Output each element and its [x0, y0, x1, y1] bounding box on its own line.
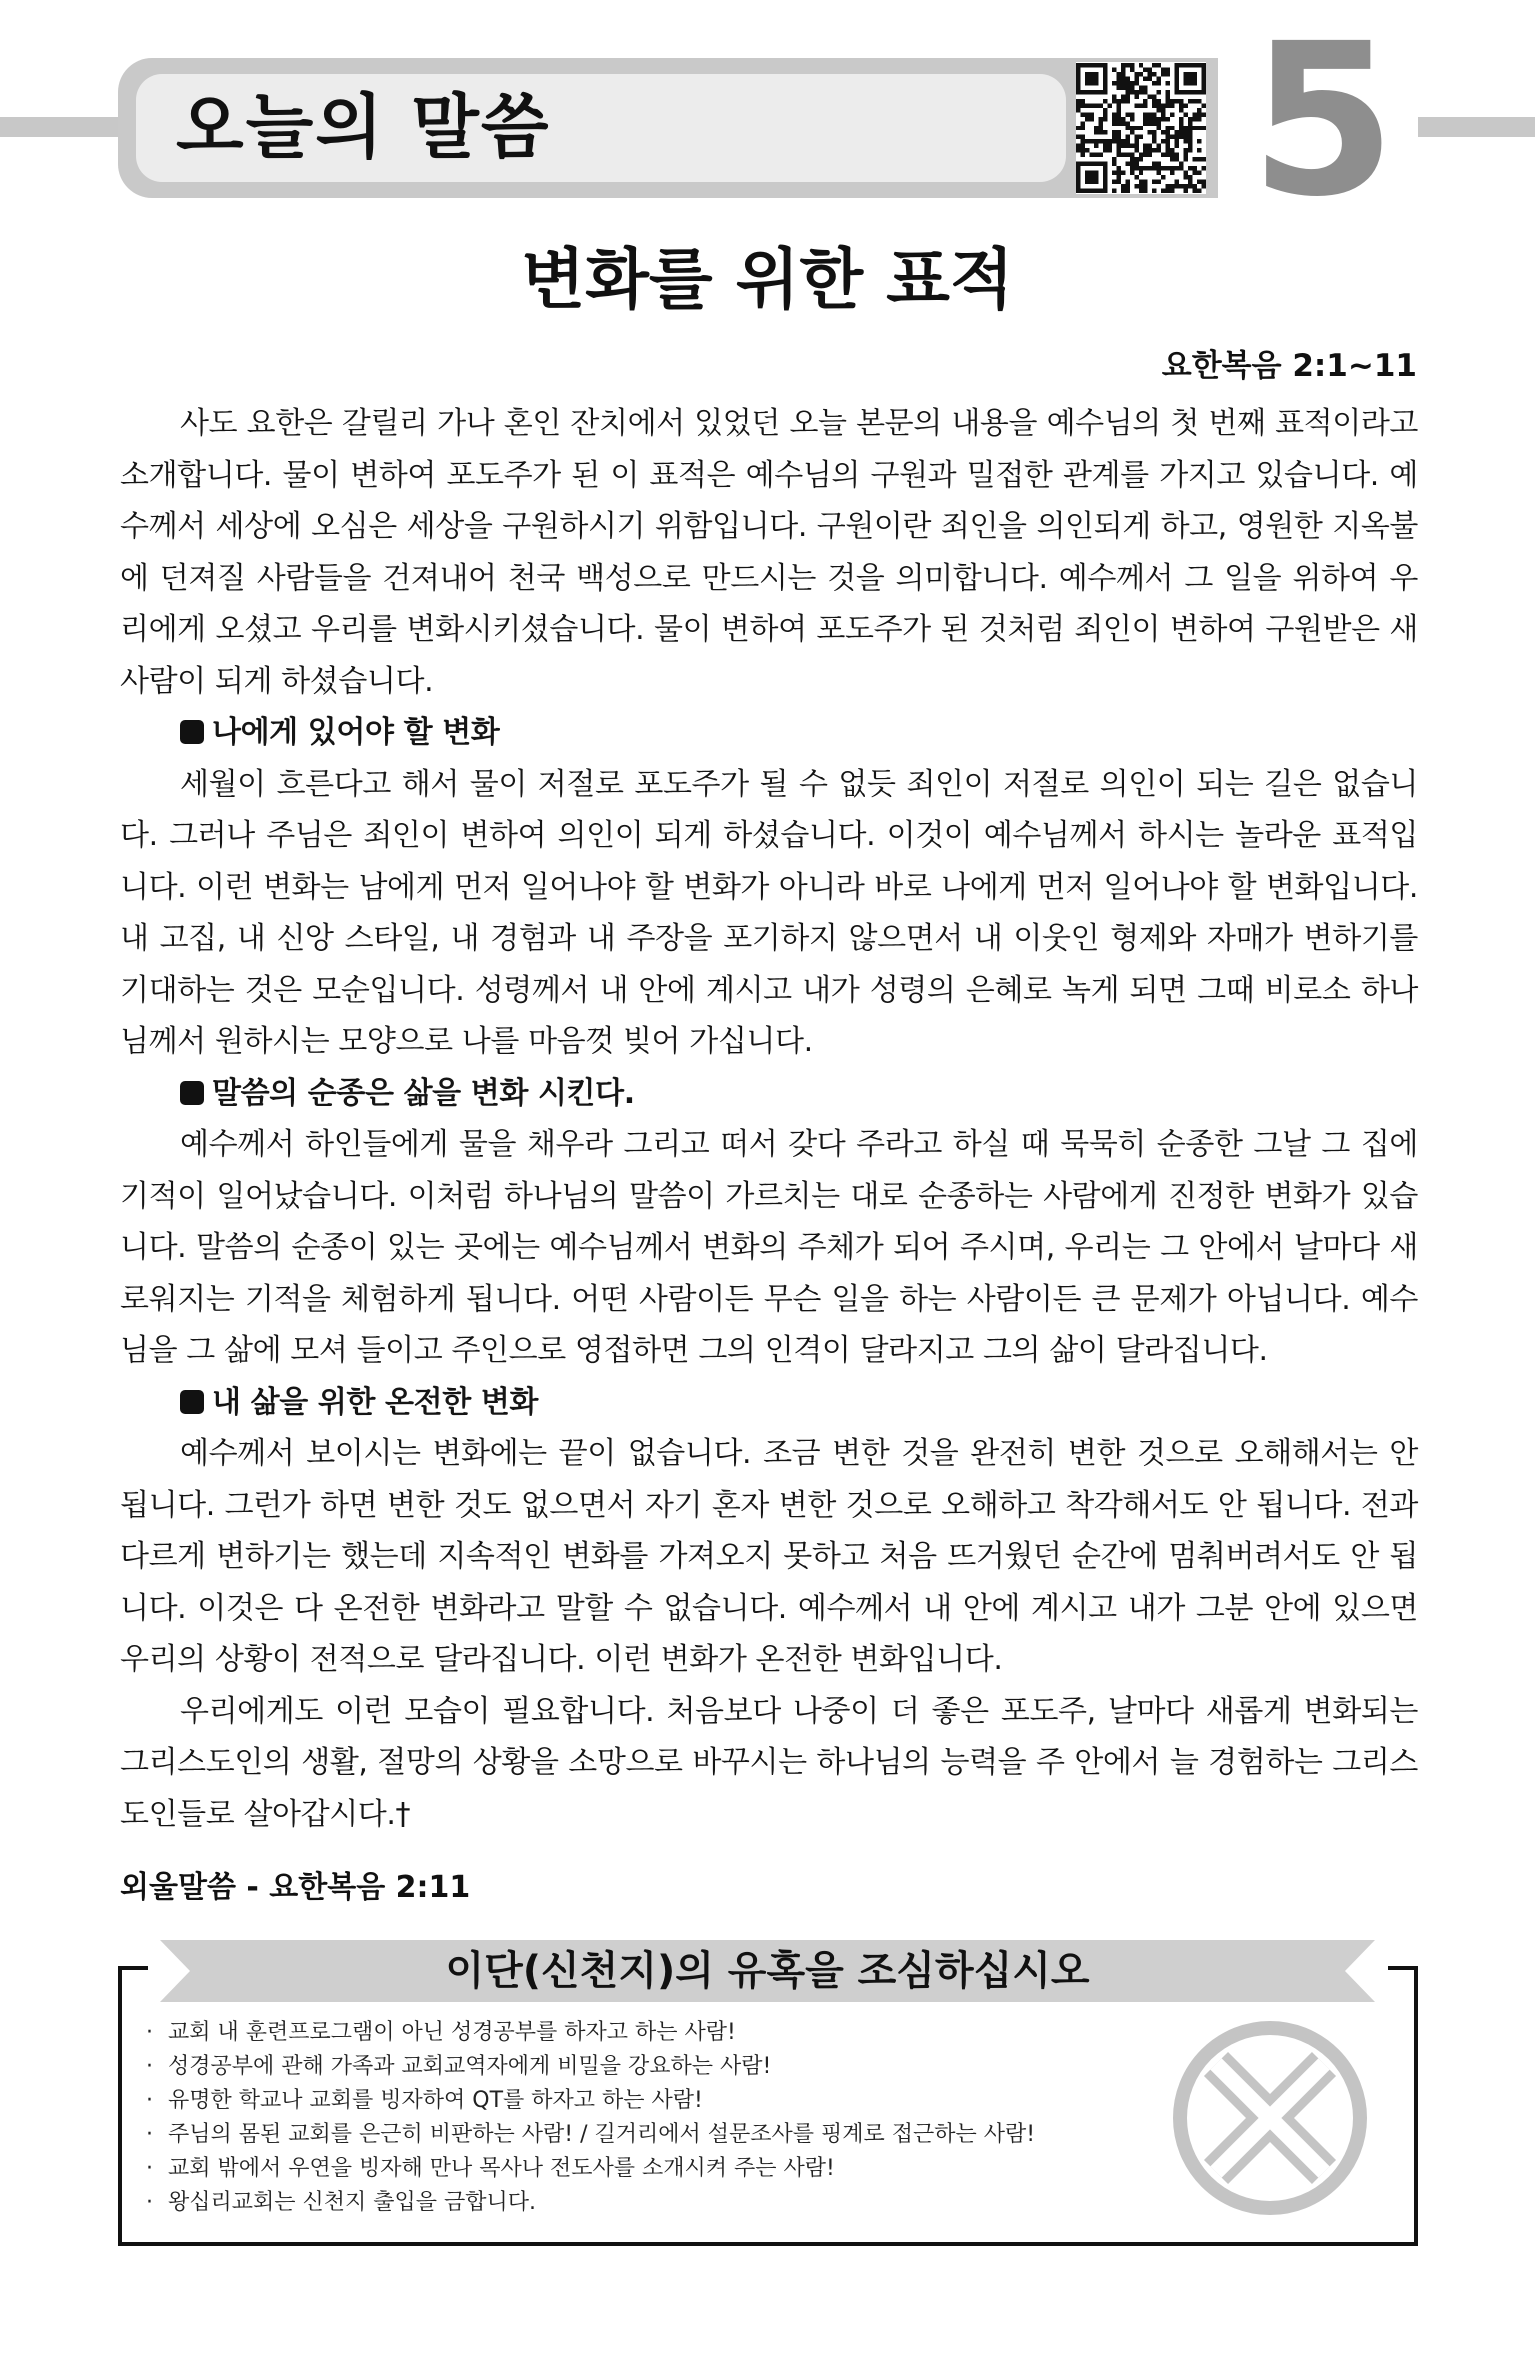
list-item: · 교회 내 훈련프로그램이 아닌 성경공부를 하자고 하는 사람!	[146, 2016, 1146, 2050]
section-heading: 말씀의 순종은 삶을 변화 시킨다.	[120, 1068, 1418, 1120]
scripture-reference: 요한복음 2:1~11	[1161, 348, 1417, 384]
list-item: · 성경공부에 관해 가족과 교회교역자에게 비밀을 강요하는 사람!	[146, 2050, 1146, 2084]
sermon-body	[120, 398, 1418, 1840]
list-item: · 주님의 몸된 교회를 은근히 비판하는 사람! / 길거리에서 설문조사를 핑계로 접근하는 사람!	[146, 2118, 1146, 2152]
section-paragraph: 예수께서 보이시는 변화에는 끝이 없습니다. 조금 변한 것을 완전히 변한 것으로 오해해서는 안 됩니다. 그런가 하면 변한 것도 없으면서 자기 혼자 변한 것으로 오해하고 착각해서도 안 됩니다. 전과 다르게 변하기는 했는데 지속적인 변화를 가져오지 못하고 처음 뜨거웠던 순간에 멈춰버려서도 안 됩니다. 이것은 다 온전한 변화라고 말할 수 없습니다. 예수께서 내 안에 계시고 내가 그분 안에 있으면 우리의 상황이 전적으로 달라집니다. 이런 변화가 온전한 변화입니다.	[120, 1436, 1418, 1677]
memory-verse: 외울말씀 - 요한복음 2:11	[120, 1870, 471, 1905]
warning-list	[146, 2016, 1146, 2220]
bullet-square-icon	[180, 1390, 204, 1414]
closing-paragraph: 우리에게도 이런 모습이 필요합니다. 처음보다 나중이 더 좋은 포도주, 날마다 새롭게 변화되는 그리스도인의 생활, 절망의 상황을 소망으로 바꾸시는 하나님의 능력을 주 안에서 늘 경험하는 그리스도인들로 살아갑시다.†	[120, 1693, 1418, 1832]
section-heading: 내 삶을 위한 온전한 변화	[120, 1377, 1418, 1429]
bullet-square-icon	[180, 720, 204, 744]
section-paragraph: 세월이 흐른다고 해서 물이 저절로 포도주가 될 수 없듯 죄인이 저절로 의인이 되는 길은 없습니다. 그러나 주님은 죄인이 변하여 의인이 되게 하셨습니다. 이것이 예수님께서 하시는 놀라운 표적입니다. 이런 변화는 남에게 먼저 일어나야 할 변화가 아니라 바로 나에게 먼저 일어나야 할 변화입니다. 내 고집, 내 신앙 스타일, 내 경험과 내 주장을 포기하지 않으면서 내 이웃인 형제와 자매가 변하기를 기대하는 것은 모순입니다. 성령께서 내 안에 계시고 내가 성령의 은혜로 녹게 되면 그때 비로소 하나님께서 원하시는 모양으로 나를 마음껏 빚어 가십니다.	[120, 766, 1418, 1059]
bullet-square-icon	[180, 1081, 204, 1105]
sermon-title: 변화를 위한 표적	[521, 241, 1014, 318]
issue-number: 5	[1249, 0, 1397, 243]
warning-banner	[160, 1940, 1375, 2002]
section-heading: 나에게 있어야 할 변화	[120, 707, 1418, 759]
intro-paragraph: 사도 요한은 갈릴리 가나 혼인 잔치에서 있었던 오늘 본문의 내용을 예수님의 첫 번째 표적이라고 소개합니다. 물이 변하여 포도주가 된 이 표적은 예수님의 구원과 밀접한 관계를 가지고 있습니다. 예수께서 세상에 오심은 세상을 구원하시기 위함입니다. 구원이란 죄인을 의인되게 하고, 영원한 지옥불에 던져질 사람들을 건져내어 천국 백성으로 만드시는 것을 의미합니다. 예수께서 그 일을 위하여 우리에게 오셨고 우리를 변화시키셨습니다. 물이 변하여 포도주가 된 것처럼 죄인이 변하여 구원받은 새 사람이 되게 하셨습니다.	[120, 406, 1418, 699]
prohibition-x-icon	[1170, 2018, 1370, 2218]
qr-code-icon[interactable]	[1076, 62, 1206, 194]
warning-title: 이단(신천지)의 유혹을 조심하십시오	[445, 1948, 1090, 1994]
section-paragraph: 예수께서 하인들에게 물을 채우라 그리고 떠서 갖다 주라고 하실 때 묵묵히 순종한 그날 그 집에 기적이 일어났습니다. 이처럼 하나님의 말씀이 가르치는 대로 순종하는 사람에게 진정한 변화가 있습니다. 말씀의 순종이 있는 곳에는 예수님께서 변화의 주체가 되어 주시며, 우리는 그 안에서 날마다 새로워지는 기적을 체험하게 됩니다. 어떤 사람이든 무슨 일을 하는 사람이든 큰 문제가 아닙니다. 예수님을 그 삶에 모셔 들이고 주인으로 영접하면 그의 인격이 달라지고 그의 삶이 달라집니다.	[120, 1127, 1418, 1368]
section-title: 오늘의 말씀	[176, 86, 551, 168]
list-item: · 유명한 학교나 교회를 빙자하여 QT를 하자고 하는 사람!	[146, 2084, 1146, 2118]
list-item: · 교회 밖에서 우연을 빙자해 만나 목사나 전도사를 소개시켜 주는 사람!	[146, 2152, 1146, 2186]
list-item: · 왕십리교회는 신천지 출입을 금합니다.	[146, 2186, 1146, 2220]
